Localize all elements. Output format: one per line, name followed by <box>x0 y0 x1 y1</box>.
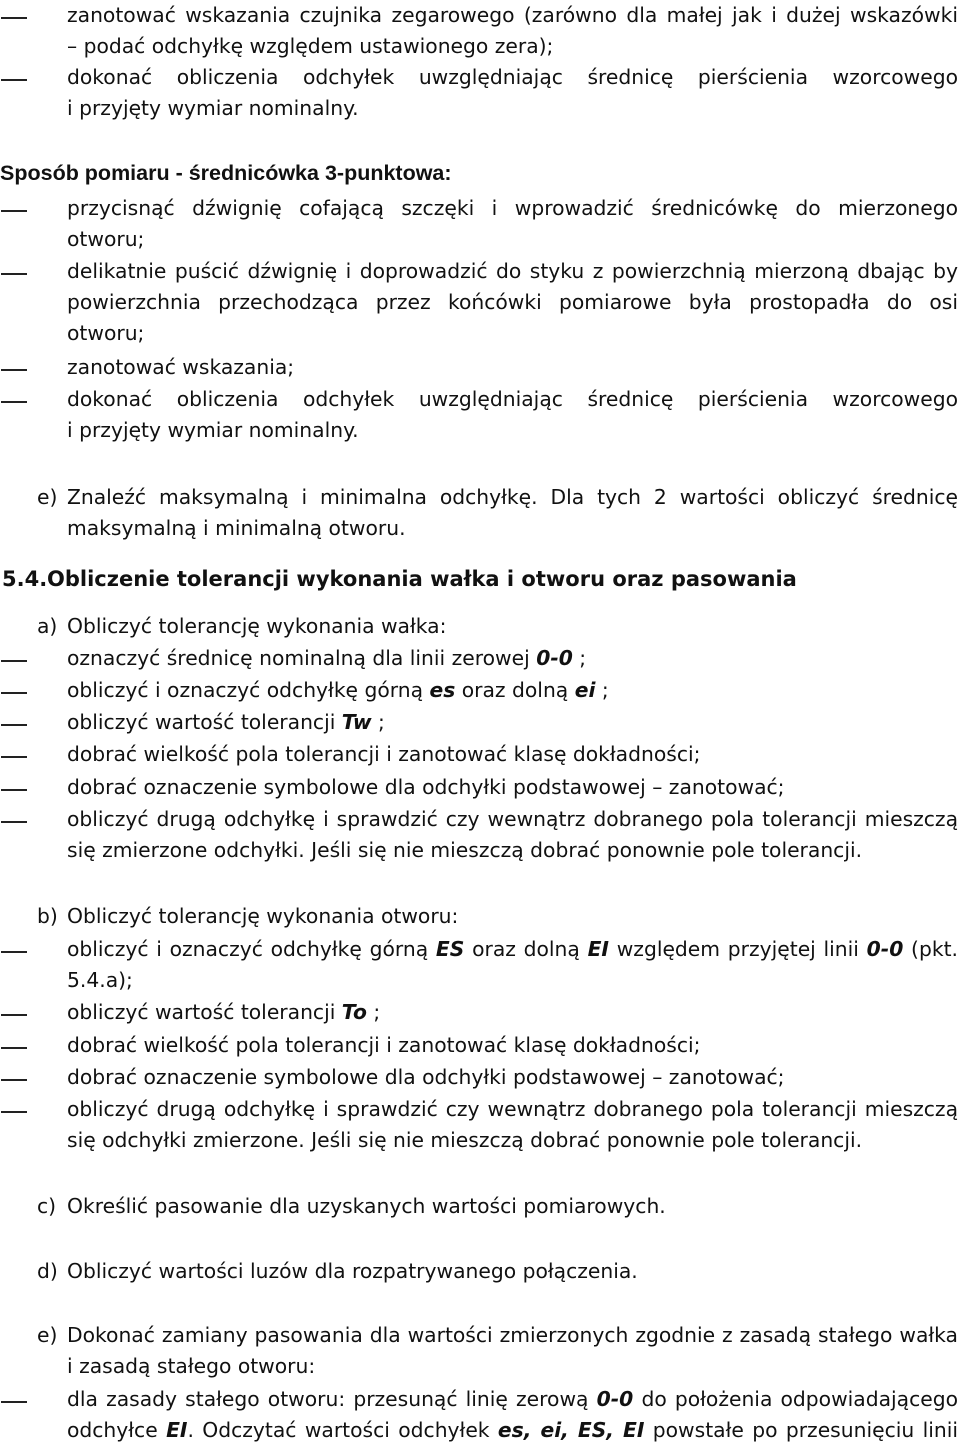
text-run: ; <box>572 646 587 670</box>
text-line <box>67 643 958 674</box>
text-line <box>67 675 958 706</box>
text-run: powstałe po przesunięciu linii <box>644 1418 958 1442</box>
dash-bullet-icon <box>1 401 27 403</box>
dash-bullet-icon <box>1 1047 27 1049</box>
text-line: Obliczyć tolerancję wykonania wałka: <box>67 614 447 638</box>
dash-bullet-icon <box>1 79 27 81</box>
text-run: obliczyć i oznaczyć odchyłkę górną <box>67 678 430 702</box>
text-run: odchyłce <box>67 1418 167 1442</box>
text-line: i przyjęty wymiar nominalny. <box>67 418 359 442</box>
text-line: otworu; <box>67 227 145 251</box>
dash-bullet-icon <box>1 789 27 791</box>
text-line: – podać odchyłkę względem ustawionego zera); <box>67 34 554 58</box>
dash-bullet-icon <box>1 17 27 19</box>
text-line: przycisnąć dźwignię cofającą szczęki i wprowadzić średnicówkę do mierzonego <box>67 196 958 220</box>
text-line: się zmierzone odchyłki. Jeśli się nie mieszczą dobrać ponownie pole tolerancji. <box>67 838 863 862</box>
symbol-EI: EI <box>587 937 609 961</box>
text-line <box>67 1384 958 1415</box>
symbol-EI: EI <box>166 1418 188 1442</box>
text-run: obliczyć wartość tolerancji <box>67 710 342 734</box>
symbol-list: es, ei, ES, EI <box>497 1418 645 1442</box>
dash-bullet-icon <box>1 692 27 694</box>
dash-bullet-icon <box>1 1014 27 1016</box>
text-line: powierzchnia przechodząca przez końcówki pomiarowe była prostopadła do osi <box>67 290 958 314</box>
text-line: i zasadą stałego otworu: <box>67 1354 316 1378</box>
text-line: dobrać wielkość pola tolerancji i zanotować klasę dokładności; <box>67 742 701 766</box>
text-line: delikatnie puścić dźwignię i doprowadzić do styku z powierzchnią mierzoną dbając by <box>67 259 958 283</box>
point-marker: c) <box>37 1194 57 1218</box>
text-line: maksymalną i minimalną otworu. <box>67 516 406 540</box>
text-line: dobrać oznaczenie symbolowe dla odchyłki podstawowej – zanotować; <box>67 775 785 799</box>
text-line: dobrać oznaczenie symbolowe dla odchyłki podstawowej – zanotować; <box>67 1065 785 1089</box>
text-line: Obliczyć tolerancję wykonania otworu: <box>67 904 459 928</box>
dash-bullet-icon <box>1 951 27 953</box>
text-run: ; <box>366 1000 381 1024</box>
text-line <box>67 997 958 1028</box>
text-run: obliczyć wartość tolerancji <box>67 1000 342 1024</box>
text-run: obliczyć i oznaczyć odchyłkę górną <box>67 937 436 961</box>
text-line: Znaleźć maksymalną i minimalna odchyłkę. Dla tych 2 wartości obliczyć średnicę <box>67 485 958 509</box>
text-line: otworu; <box>67 321 145 345</box>
text-run: ; <box>595 678 609 702</box>
symbol-zero-line: 0-0 <box>596 1387 634 1411</box>
dash-bullet-icon <box>1 724 27 726</box>
text-run: oraz dolną <box>464 937 588 961</box>
symbol-es: es <box>429 678 456 702</box>
text-run: oznaczyć średnicę nominalną dla linii zerowej <box>67 646 537 670</box>
text-line: obliczyć drugą odchyłkę i sprawdzić czy wewnątrz dobranego pola tolerancji mieszczą <box>67 807 958 831</box>
dash-bullet-icon <box>1 369 27 371</box>
heading-text: Sposób pomiaru - średnicówka 3-punktowa: <box>0 161 452 185</box>
section-number: 5.4. <box>2 567 48 591</box>
dash-bullet-icon <box>1 1111 27 1113</box>
symbol-ES: ES <box>435 937 465 961</box>
text-line: dokonać obliczenia odchyłek uwzględniając średnicę pierścienia wzorcowego <box>67 387 958 411</box>
text-line: Określić pasowanie dla uzyskanych wartości pomiarowych. <box>67 1194 666 1218</box>
symbol-zero-line: 0-0 <box>536 646 573 670</box>
subsection-heading <box>0 158 958 189</box>
text-run: oraz dolną <box>455 678 575 702</box>
text-line: dobrać wielkość pola tolerancji i zanotować klasę dokładności; <box>67 1033 701 1057</box>
dash-bullet-icon <box>1 660 27 662</box>
symbol-to: To <box>341 1000 367 1024</box>
dash-bullet-icon <box>1 1401 27 1403</box>
point-marker: e) <box>37 485 58 509</box>
text-line: i przyjęty wymiar nominalny. <box>67 96 359 120</box>
text-line: 5.4.a); <box>67 968 133 992</box>
text-line <box>67 934 958 965</box>
text-line: się odchyłki zmierzone. Jeśli się nie mieszczą dobrać ponownie pole tolerancji. <box>67 1128 863 1152</box>
text-run: względem przyjętej linii <box>608 937 867 961</box>
text-line <box>67 1415 958 1446</box>
text-line: obliczyć drugą odchyłkę i sprawdzić czy wewnątrz dobranego pola tolerancji mieszczą <box>67 1097 958 1121</box>
section-title: Obliczenie tolerancji wykonania wałka i otworu oraz pasowania <box>47 567 797 591</box>
text-line: Dokonać zamiany pasowania dla wartości zmierzonych zgodnie z zasadą stałego wałka <box>67 1323 958 1347</box>
text-line: zanotować wskazania czujnika zegarowego (zarówno dla małej jak i dużej wskazówki <box>67 3 958 27</box>
text-run: do położenia odpowiadającego <box>633 1387 959 1411</box>
point-marker: a) <box>37 614 58 638</box>
dash-bullet-icon <box>1 1079 27 1081</box>
text-run: dla zasady stałego otworu: przesunąć linię zerową <box>67 1387 597 1411</box>
dash-bullet-icon <box>1 273 27 275</box>
text-line: Obliczyć wartości luzów dla rozpatrywanego połączenia. <box>67 1259 638 1283</box>
dash-bullet-icon <box>1 756 27 758</box>
point-marker: b) <box>37 904 58 928</box>
text-run: ; <box>371 710 385 734</box>
symbol-ei: ei <box>574 678 596 702</box>
text-line <box>67 707 958 738</box>
point-marker: d) <box>37 1259 58 1283</box>
dash-bullet-icon <box>1 821 27 823</box>
dash-bullet-icon <box>1 210 27 212</box>
symbol-zero-line: 0-0 <box>866 937 904 961</box>
text-run: (pkt. <box>903 937 958 961</box>
point-marker: e) <box>37 1323 58 1347</box>
symbol-tw: Tw <box>341 710 372 734</box>
text-run: . Odczytać wartości odchyłek <box>187 1418 498 1442</box>
text-line: dokonać obliczenia odchyłek uwzględniając średnicę pierścienia wzorcowego <box>67 65 958 89</box>
text-line: zanotować wskazania; <box>67 355 295 379</box>
